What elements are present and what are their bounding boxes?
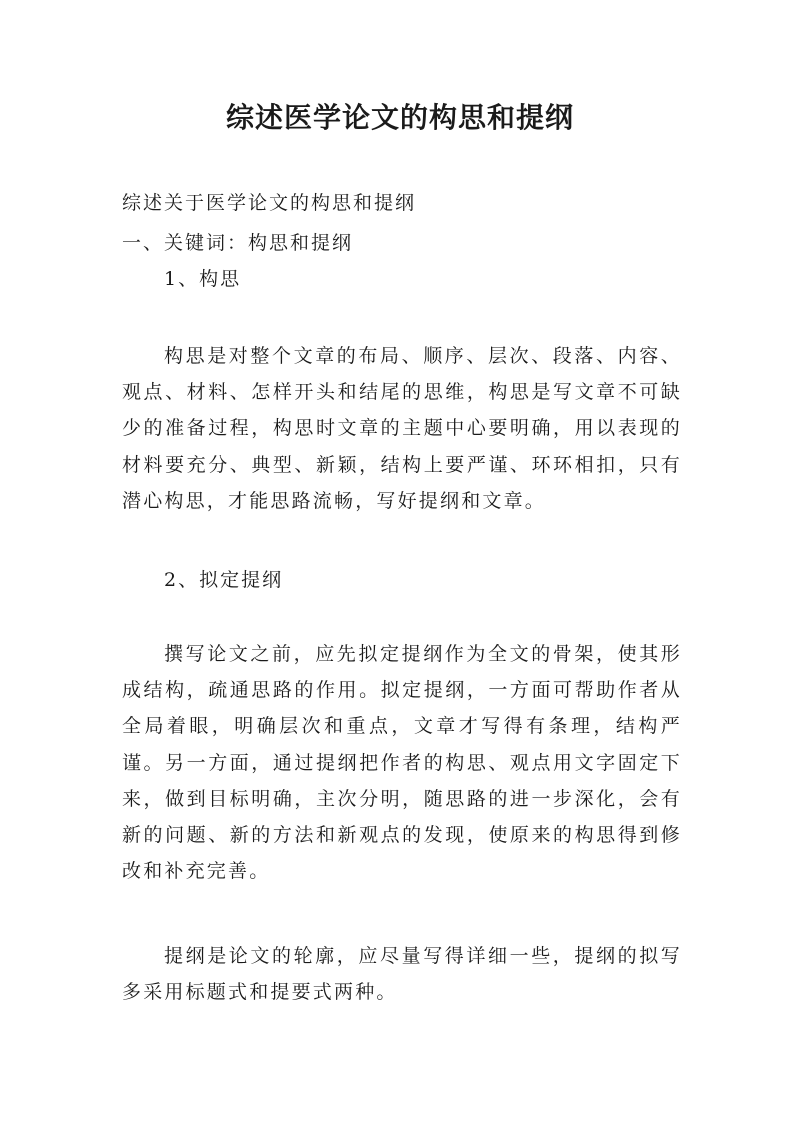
section1-paragraph: 构思是对整个文章的布局、顺序、层次、段落、内容、观点、材料、怎样开头和结尾的思维，构思是写文章不可缺少的准备过程，构思时文章的主题中心要明确，用以表现的材料要充分、典型、新颖，结构上要严谨、环环相扣，只有潜心构思，才能思路流畅，写好提纲和文章。	[122, 345, 682, 512]
section2-heading: 2、拟定提纲	[164, 569, 284, 591]
section2-paragraph-2: 提纲是论文的轮廓，应尽量写得详细一些，提纲的拟写多采用标题式和提要式两种。	[122, 945, 682, 1004]
intro-line: 综述关于医学论文的构思和提纲	[122, 192, 417, 214]
keywords-line: 一、关键词：构思和提纲	[122, 232, 354, 254]
document-title: 综述医学论文的构思和提纲	[225, 101, 574, 134]
section1-heading: 1、构思	[164, 268, 242, 290]
section2-paragraph-1: 撰写论文之前，应先拟定提纲作为全文的骨架，使其形成结构，疏通思路的作用。拟定提纲，一方面可帮助作者从全局着眼，明确层次和重点，文章才写得有条理，结构严谨。另一方面，通过提纲把作者的构思、观点用文字固定下来，做到目标明确，主次分明，随思路的进一步深化，会有新的问题、新的方法和新观点的发现，使原来的构思得到修改和补充完善。	[122, 643, 682, 883]
